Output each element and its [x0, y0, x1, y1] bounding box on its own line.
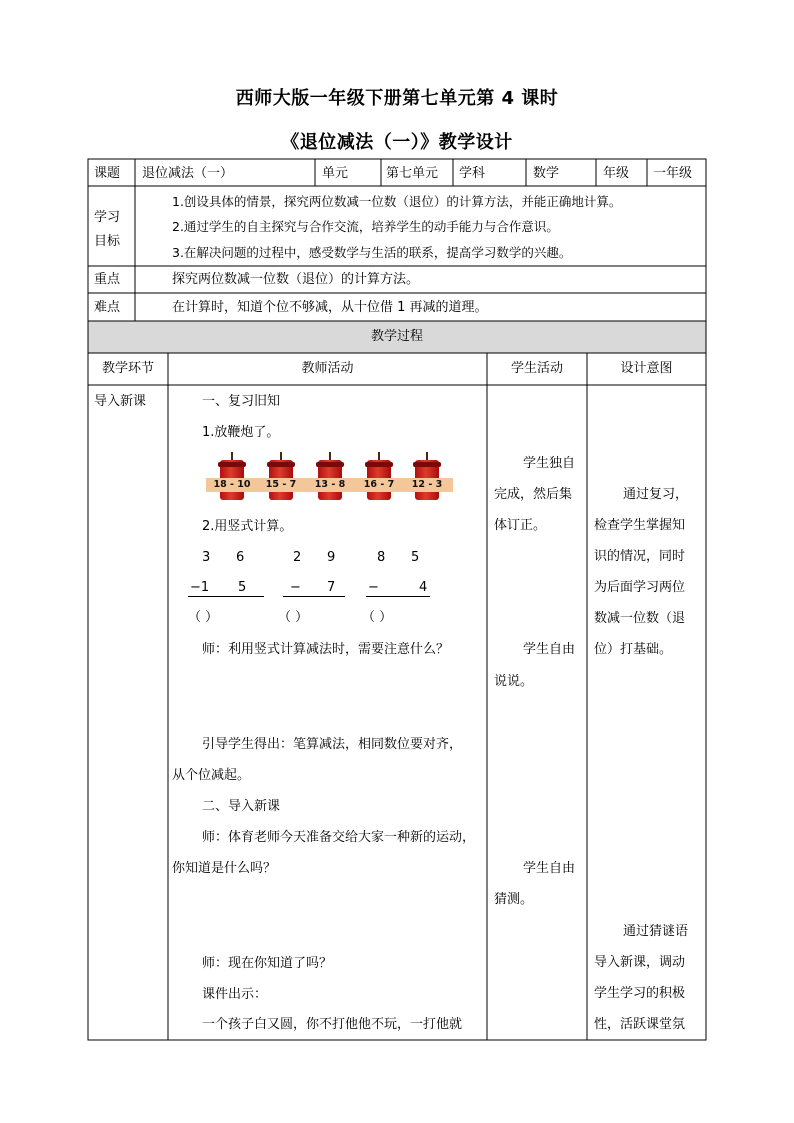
vertical-bottom-digit: 5 — [238, 580, 247, 595]
item1-text: 1.放鞭炮了。 — [202, 425, 280, 440]
vertical-top-digit: 3 — [202, 550, 211, 565]
firecracker-label: 16 - 7 — [353, 478, 405, 492]
firecracker — [401, 452, 453, 500]
intro-title: 二、导入新课 — [202, 799, 281, 814]
unit-label: 单元 — [322, 166, 349, 181]
objective-item: 1.创设具体的情景，探究两位数减一位数（退位）的计算方法，并能正确地计算。 — [172, 194, 622, 209]
grade-value: 一年级 — [653, 166, 693, 181]
objectives-label: 学习 — [94, 210, 121, 225]
difficulty-label: 难点 — [94, 300, 121, 315]
vertical-underline — [188, 596, 264, 597]
firecracker — [304, 452, 356, 500]
student-activity: 猜测。 — [494, 892, 534, 907]
design-intent: 位）打基础。 — [594, 642, 673, 657]
vertical-operator: −1 — [190, 580, 210, 595]
column-header-student: 学生活动 — [510, 361, 563, 376]
vertical-underline — [283, 596, 345, 597]
column-header-intent: 设计意图 — [620, 361, 673, 376]
document-title: 西师大版一年级下册第七单元第 4 课时 — [235, 88, 559, 109]
vertical-operator: − — [290, 580, 301, 595]
vertical-top-digit: 5 — [411, 550, 420, 565]
review-title: 一、复习旧知 — [202, 394, 281, 409]
design-intent: 导入新课，调动 — [594, 955, 686, 970]
topic-value: 退位减法（一） — [142, 166, 234, 181]
key-point-text: 探究两位数减一位数（退位）的计算方法。 — [172, 272, 420, 287]
design-intent: 识的情况，同时 — [594, 549, 686, 564]
firecracker-label: 18 - 10 — [206, 478, 258, 492]
student-activity: 学生自由 — [523, 642, 576, 657]
unit-value: 第七单元 — [386, 166, 439, 181]
guide-text-2: 从个位减起。 — [172, 768, 251, 783]
design-intent: 为后面学习两位 — [594, 580, 686, 595]
student-activity: 体订正。 — [494, 518, 547, 533]
vertical-bottom-digit: 4 — [419, 580, 428, 595]
vertical-underline — [366, 596, 430, 597]
difficulty-text: 在计算时，知道个位不够减，从十位借 1 再减的道理。 — [172, 300, 488, 315]
vertical-top-digit: 9 — [327, 550, 336, 565]
vertical-bottom-digit: 7 — [327, 580, 336, 595]
design-intent: 学生学习的积极 — [594, 986, 686, 1001]
grade-label: 年级 — [603, 166, 630, 181]
firecracker — [255, 452, 307, 500]
key-point-label: 重点 — [94, 272, 121, 287]
firecracker — [353, 452, 405, 500]
design-intent: 性，活跃课堂氛 — [594, 1017, 686, 1032]
riddle-text: 一个孩子白又圆，你不打他他不玩，一打他就 — [202, 1017, 463, 1032]
vertical-operator: − — [368, 580, 379, 595]
student-activity: 说说。 — [494, 674, 534, 689]
design-intent: 检查学生掌握知 — [594, 518, 686, 533]
firecracker — [206, 452, 258, 500]
answer-paren: （ ） — [362, 610, 393, 625]
firecracker-label: 12 - 3 — [401, 478, 453, 492]
design-intent: 通过猜谜语 — [623, 924, 689, 939]
item2-text: 2.用竖式计算。 — [202, 519, 293, 534]
vertical-top-digit: 6 — [236, 550, 245, 565]
design-intent: 数减一位数（退 — [594, 611, 686, 626]
teacher-question: 师：利用竖式计算减法时，需要注意什么？ — [202, 642, 450, 657]
guide-text: 引导学生得出：笔算减法，相同数位要对齐， — [202, 737, 463, 752]
column-header-teacher: 教师活动 — [301, 361, 354, 376]
subject-label: 学科 — [459, 166, 486, 181]
vertical-top-digit: 8 — [377, 550, 386, 565]
firecracker-label: 13 - 8 — [304, 478, 356, 492]
process-title: 教学过程 — [370, 329, 423, 344]
document-subtitle: 《退位减法（一）》教学设计 — [281, 132, 513, 153]
student-activity: 学生独自 — [523, 456, 576, 471]
design-intent: 通过复习， — [623, 487, 689, 502]
teacher-question: 师：体育老师今天准备交给大家一种新的运动， — [202, 830, 476, 845]
teacher-question: 师：现在你知道了吗？ — [202, 956, 333, 971]
firecracker-label: 15 - 7 — [255, 478, 307, 492]
vertical-top-digit: 2 — [293, 550, 302, 565]
answer-paren: （ ） — [278, 610, 309, 625]
objective-item: 3.在解决问题的过程中，感受数学与生活的联系，提高学习数学的兴趣。 — [172, 245, 572, 260]
student-activity: 完成，然后集 — [494, 487, 573, 502]
courseware-label: 课件出示： — [202, 987, 268, 1002]
objectives-label-2: 目标 — [94, 234, 121, 249]
topic-label: 课题 — [94, 166, 121, 181]
stage-label: 导入新课 — [94, 394, 147, 409]
teacher-question-2: 你知道是什么吗？ — [172, 861, 277, 876]
objective-item: 2.通过学生的自主探究与合作交流，培养学生的动手能力与合作意识。 — [172, 219, 559, 234]
student-activity: 学生自由 — [523, 861, 576, 876]
subject-value: 数学 — [533, 166, 560, 181]
column-header-stage: 教学环节 — [101, 361, 154, 376]
answer-paren: （ ） — [188, 610, 219, 625]
